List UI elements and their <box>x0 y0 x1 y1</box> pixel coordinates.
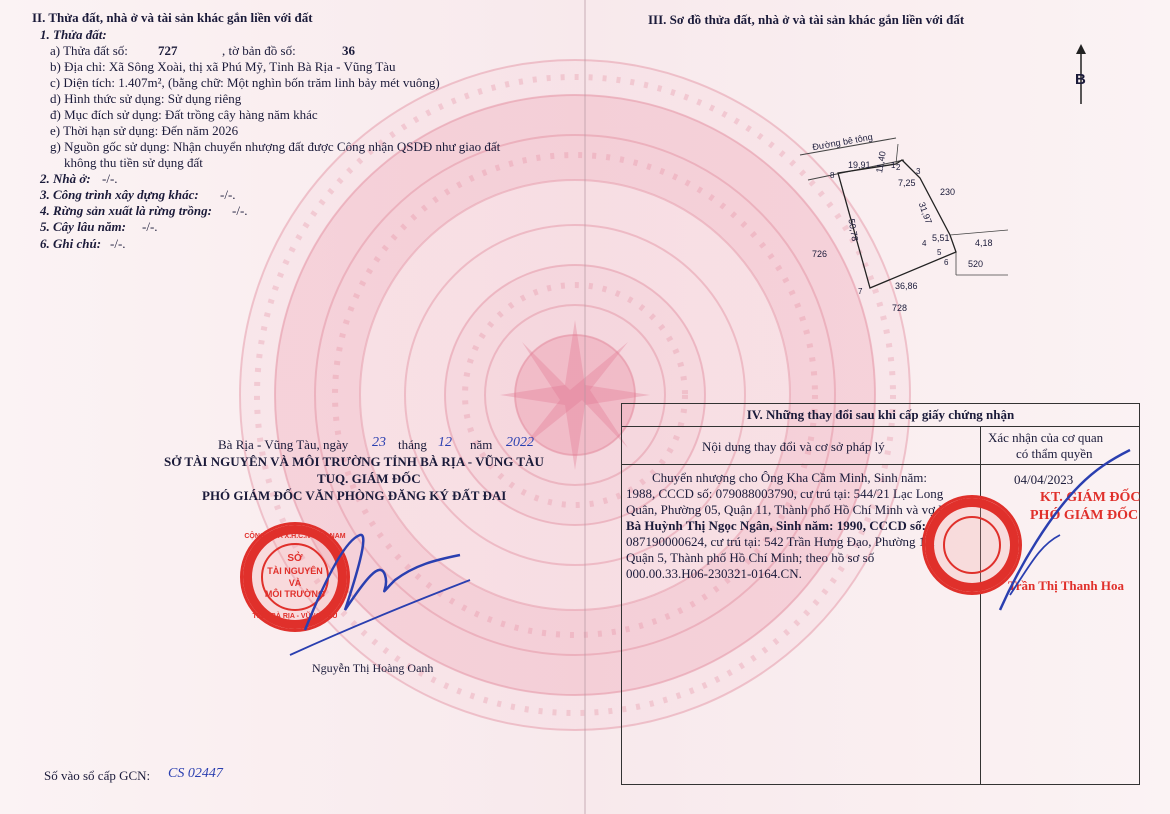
confirm-date: 04/04/2023 <box>1014 472 1074 487</box>
tuq-title: TUQ. GIÁM ĐỐC <box>317 471 421 486</box>
area-line: c) Diện tích: 1.407m², (bằng chữ: Một nghìn bốn trăm linh bảy mét vuông) <box>50 75 440 90</box>
trees-value: -/-. <box>142 219 158 234</box>
forest-label: 4. Rừng sản xuất là rừng trồng: <box>40 203 212 218</box>
signature-left <box>285 520 485 660</box>
official-stamp-left: CỘNG HÒA X.H.C.N VIỆT NAM SỞ TÀI NGUYÊN VÀ MÔI TRƯỜNG TỈNH BÀ RỊA - VŨNG TÀU <box>240 522 350 632</box>
change-line-6: Quận 5, Thành phố Hồ Chí Minh; theo hồ sơ số <box>626 550 875 565</box>
change-line-2: 1988, CCCD số: 079088003790, cư trú tại: 544/21 Lạc Long <box>626 486 944 501</box>
change-line-4: Bà Huỳnh Thị Ngọc Ngân, Sinh năm: 1990, CCCD số: <box>626 518 926 533</box>
col1-header: Nội dung thay đổi và cơ sở pháp lý <box>702 439 885 454</box>
point-7: 7 <box>858 287 863 296</box>
sign-year: 2022 <box>506 435 534 450</box>
dim-top: 19,91 <box>848 160 871 170</box>
map-sheet-number: 36 <box>342 43 355 58</box>
change-line-5: 087190000624, cư trú tại: 542 Trần Hưng Đạo, Phường 14, <box>626 534 935 549</box>
page-fold <box>584 0 586 814</box>
dim-top2: 11,40 <box>874 150 888 174</box>
construction-label: 3. Công trình xây dựng khác: <box>40 187 199 202</box>
signature-right <box>990 445 1140 615</box>
dim-seg56: 4,18 <box>975 238 993 248</box>
point-3: 3 <box>916 167 921 176</box>
point-8: 8 <box>830 171 835 180</box>
trees-label: 5. Cây lâu năm: <box>40 219 126 234</box>
north-label: B <box>1075 71 1086 88</box>
construction-value: -/-. <box>220 187 236 202</box>
sign-month: 12 <box>438 435 452 450</box>
section-ii-title: II. Thửa đất, nhà ở và tài sản khác gắn liền với đất <box>32 10 313 25</box>
change-line-7: 000.00.33.H06-230321-0164.CN. <box>626 566 802 581</box>
usage-term-line: e) Thời hạn sử dụng: Đến năm 2026 <box>50 123 239 138</box>
parcel-number: 727 <box>158 43 178 58</box>
usage-form-line: d) Hình thức sử dụng: Sử dụng riêng <box>50 91 242 106</box>
confirm-deputy: PHÓ GIÁM ĐỐC <box>1030 508 1139 523</box>
sign-place: Bà Rịa - Vũng Tàu, ngày <box>218 437 349 452</box>
forest-value: -/-. <box>232 203 248 218</box>
usage-purpose-line: đ) Mục đích sử dụng: Đất trồng cây hàng năm khác <box>50 107 318 122</box>
change-line-1: Chuyển nhượng cho Ông Kha Cầm Minh, Sinh năm: <box>652 470 927 485</box>
house-value: -/-. <box>102 171 118 186</box>
point-5: 5 <box>937 248 942 257</box>
dim-seg45: 5,51 <box>932 233 950 243</box>
notes-value: -/-. <box>110 236 126 251</box>
signer-left: Nguyễn Thị Hoàng Oanh <box>312 661 434 675</box>
neighbor-w: 726 <box>812 249 828 259</box>
sign-year-label: năm <box>470 437 493 452</box>
point-4: 4 <box>922 239 927 248</box>
origin-line-1: g) Nguồn gốc sử dụng: Nhận chuyển nhượng đất được Công nhận QSDĐ như giao đất <box>50 139 501 154</box>
house-label: 2. Nhà ở: <box>40 171 91 186</box>
point-6: 6 <box>944 258 949 267</box>
col2-header-2: có thẩm quyền <box>1016 446 1093 461</box>
confirm-kt: KT. GIÁM ĐỐC <box>1040 490 1141 505</box>
sign-day: 23 <box>372 435 386 450</box>
point-1: 1 <box>891 161 896 170</box>
dim-seg23: 7,25 <box>898 178 916 188</box>
notes-label: 6. Ghi chú: <box>40 236 102 251</box>
confirm-signer: Trần Thị Thanh Hoa <box>1008 578 1124 593</box>
dim-south: 36,86 <box>895 281 918 291</box>
col2-header-1: Xác nhận của cơ quan <box>988 430 1104 445</box>
table-title: IV. Những thay đổi sau khi cấp giấy chứng nhận <box>622 404 1139 427</box>
sign-month-label: tháng <box>398 437 427 452</box>
neighbor-ne: 230 <box>940 187 956 197</box>
gcn-value: CS 02447 <box>168 766 223 781</box>
origin-line-2: không thu tiền sử dụng đất <box>64 155 203 170</box>
dim-west: 50,78 <box>846 218 861 242</box>
neighbor-se: 520 <box>968 259 984 269</box>
dim-east: 31,97 <box>916 200 934 226</box>
deputy-title: PHÓ GIÁM ĐỐC VĂN PHÒNG ĐĂNG KÝ ĐẤT ĐAI <box>202 488 507 503</box>
address-line: b) Địa chỉ: Xã Sông Xoài, thị xã Phú Mỹ, Tỉnh Bà Rịa - Vũng Tàu <box>50 59 396 74</box>
gcn-label: Số vào sổ cấp GCN: <box>44 768 151 783</box>
section-iii-title: III. Sơ đồ thửa đất, nhà ở và tài sản khác gắn liền với đất <box>648 12 965 27</box>
land-heading: 1. Thửa đất: <box>40 27 107 42</box>
neighbor-s: 728 <box>892 303 908 313</box>
parcel-number-label: a) Thửa đất số: <box>50 43 128 58</box>
change-line-3: Quân, Phường 05, Quận 11, Thành phố Hồ Chí Minh và vợ là <box>626 502 948 517</box>
agency-name: SỞ TÀI NGUYÊN VÀ MÔI TRƯỜNG TỈNH BÀ RỊA - VŨNG TÀU <box>164 454 544 469</box>
point-2: 2 <box>896 163 901 172</box>
map-sheet-label: , tờ bản đồ số: <box>222 43 296 58</box>
road-label: Đường bê tông <box>811 131 874 153</box>
